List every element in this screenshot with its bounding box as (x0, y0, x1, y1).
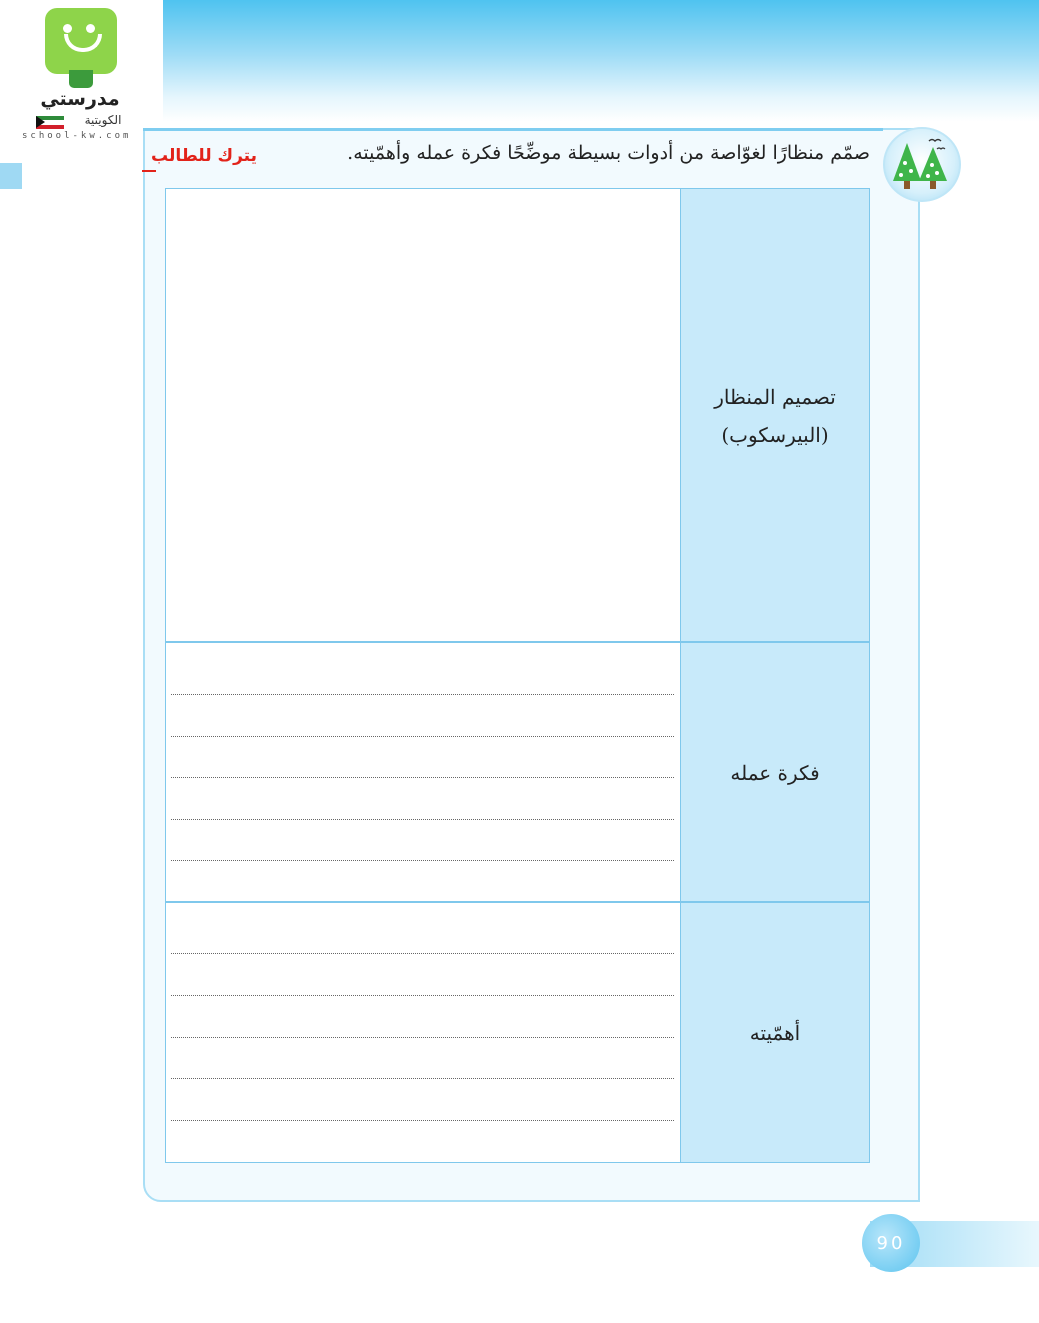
label-line: فكرة عمله (730, 760, 820, 785)
note-underline (142, 170, 156, 172)
logo-name: مدرستي (40, 88, 120, 110)
answer-line[interactable] (171, 1120, 674, 1121)
answer-line[interactable] (171, 694, 674, 695)
student-note: يترك للطالب (150, 146, 257, 166)
design-answer-area[interactable] (167, 190, 679, 640)
page-number: 90 (862, 1214, 920, 1272)
label-working-idea (680, 643, 869, 902)
label-periscope-design (680, 189, 869, 642)
answer-line[interactable] (171, 995, 674, 996)
kuwait-flag-icon (36, 116, 64, 129)
logo-eye-icon (63, 24, 72, 33)
answer-line[interactable] (171, 1078, 674, 1079)
activity-badge (883, 127, 961, 202)
logo-eye-icon (86, 24, 95, 33)
label-line: تصميم المنظار (714, 384, 836, 409)
logo-stem (69, 70, 93, 88)
logo-url: school-kw.com (22, 131, 132, 141)
answer-line[interactable] (171, 736, 674, 737)
logo (0, 0, 163, 142)
answer-line[interactable] (171, 860, 674, 861)
label-importance (680, 903, 869, 1162)
logo-subtitle: الكويتية (84, 113, 122, 127)
header-band (160, 0, 1039, 122)
label-line: (البيرسكوب) (721, 422, 829, 447)
label-line: أهمّيته (749, 1020, 801, 1045)
frame-top-border (143, 128, 883, 131)
row-divider (165, 901, 870, 903)
side-tab (0, 163, 22, 189)
answer-line[interactable] (171, 1037, 674, 1038)
trees-birds-icon (885, 129, 959, 200)
answer-line[interactable] (171, 819, 674, 820)
activity-instruction: صمّم منظارًا لغوّاصة من أدوات بسيطة موضِّحًا فكرة عمله وأهمّيته. (347, 142, 870, 164)
answer-line[interactable] (171, 953, 674, 954)
row-divider (165, 641, 870, 643)
answer-line[interactable] (171, 777, 674, 778)
